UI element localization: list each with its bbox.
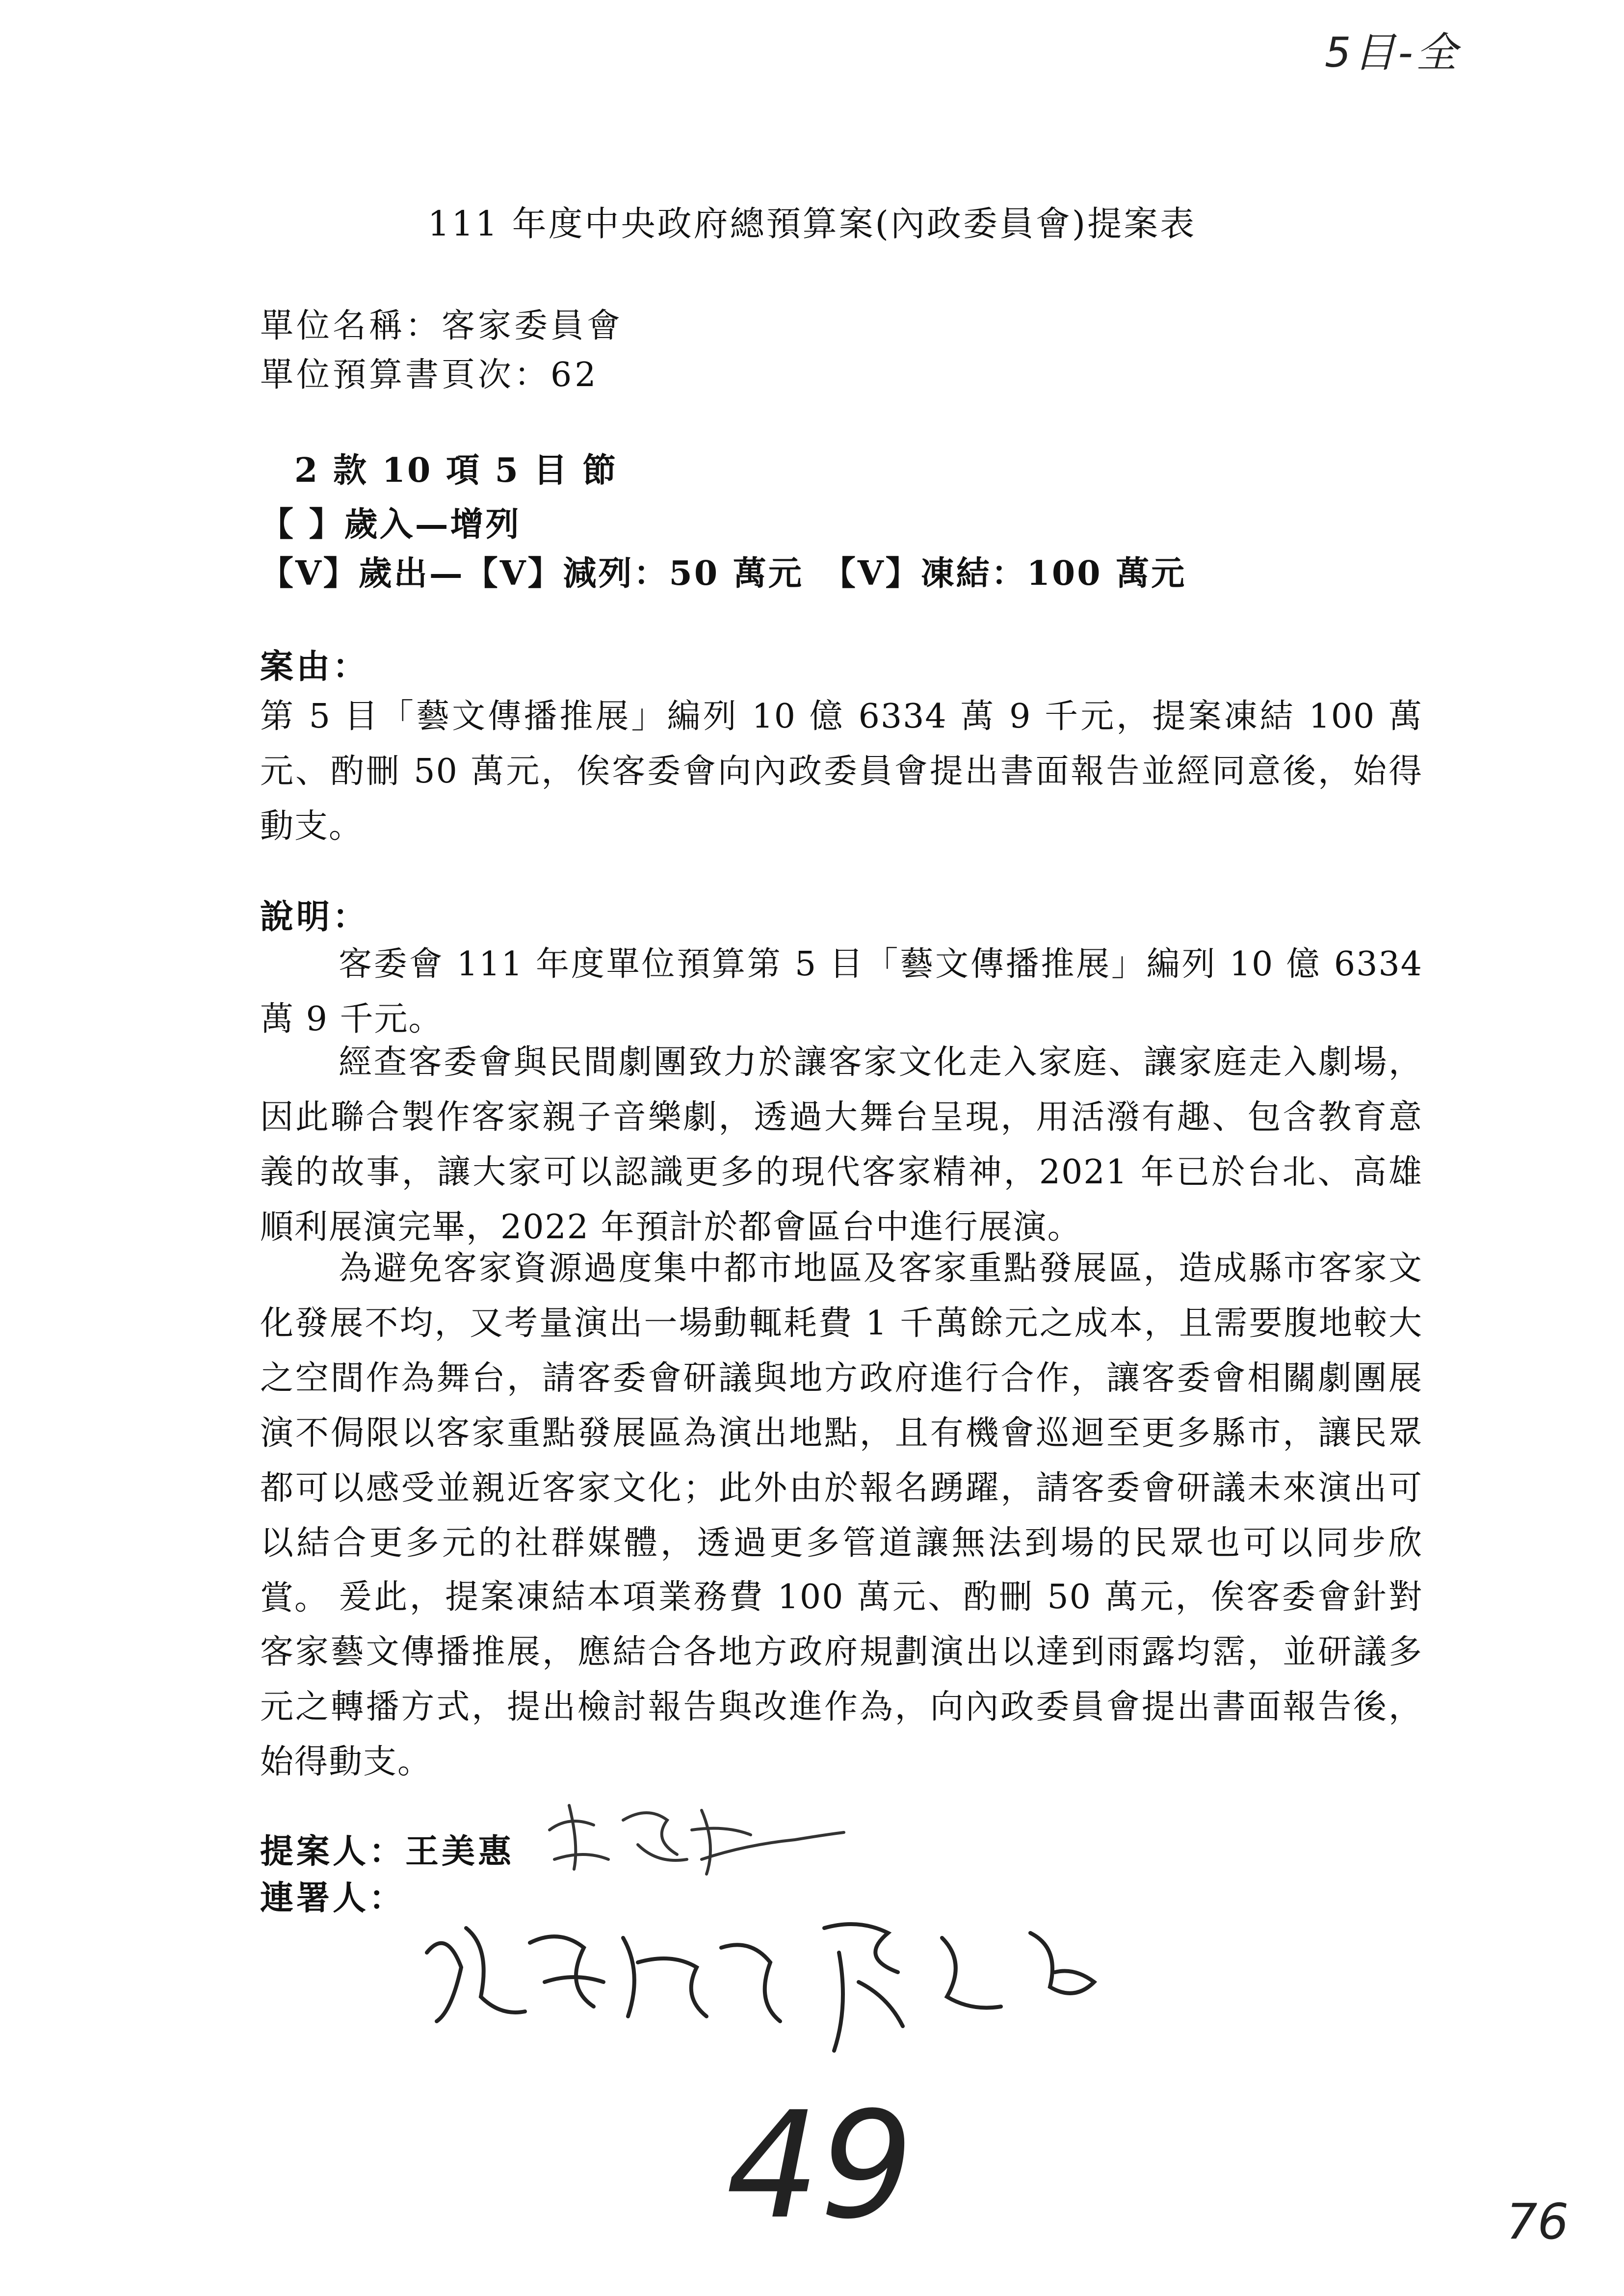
unit-page: 單位預算書頁次：62 — [260, 356, 599, 394]
explain-paragraph-2: 經查客委會與民間劇團致力於讓客家文化走入家庭、讓家庭走入劇場，因此聯合製作客家親子音樂劇，透過大舞台呈現，用活潑有趣、包含教育意義的故事，讓大家可以認識更多的現代客家精神，2021 年已於台北、高雄順利展演完畢，2022 年預計於都會區台中進行展演。 — [260, 1043, 1423, 1247]
handwritten-page-number: 49 — [726, 2080, 914, 2251]
explain-paragraph-4: 爰此，提案凍結本項業務費 100 萬元、酌刪 50 萬元，俟客委會針對客家藝文傳播推展，應結合各地方政府規劃演出以達到雨露均霑，並研議多元之轉播方式，提出檢討報告與改進作為，向內政委員會提出書面報告後，始得動支。 — [260, 1578, 1423, 1781]
explain-label: 說明： — [260, 897, 369, 937]
handwritten-annotation: 5目-全 — [1325, 28, 1460, 77]
document-title: 111 年度中央政府總預算案(內政委員會)提案表 — [427, 204, 1197, 244]
proposer-signature — [540, 1786, 854, 1894]
cosigner-label: 連署人： — [260, 1879, 406, 1918]
proposer-label: 提案人：王美惠 — [260, 1832, 515, 1871]
corner-page-mark: 76 — [1506, 2193, 1569, 2250]
unit-name: 單位名稱：客家委員會 — [260, 307, 624, 345]
explain-paragraph-1: 客委會 111 年度單位預算第 5 目「藝文傳播推展」編列 10 億 6334 萬 9 千元。 — [260, 945, 1423, 1039]
explain-paragraph-3: 為避免客家資源過度集中都市地區及客家重點發展區，造成縣市客家文化發展不均，又考量演出一場動輒耗費 1 千萬餘元之成本，且需要腹地較大之空間作為舞台，請客委會研議與地方政府進行合作，讓客委會相關劇團展演不侷限以客家重點發展區為演出地點，且有機會巡迴至更多縣市，讓民眾都可以感受並親近客家文化；此外由於報名踴躍，請客委會研議未來演出可以結合更多元的社群媒體，透過更多管道讓無法到場的民眾也可以同步欣賞。 — [260, 1249, 1423, 1618]
budget-section: 2 款 10 項 5 目 節 — [294, 451, 618, 490]
expense-line: 【V】歲出—【V】減列：50 萬元 【V】凍結：100 萬元 — [260, 554, 1187, 593]
case-label: 案由： — [260, 647, 369, 686]
cosigner-signatures — [417, 1899, 1202, 2061]
case-text: 第 5 目「藝文傳播推展」編列 10 億 6334 萬 9 千元，提案凍結 100 萬元、酌刪 50 萬元，俟客委會向內政委員會提出書面報告並經同意後，始得動支。 — [260, 697, 1423, 846]
revenue-line: 【 】歲入—增列 — [260, 505, 521, 544]
